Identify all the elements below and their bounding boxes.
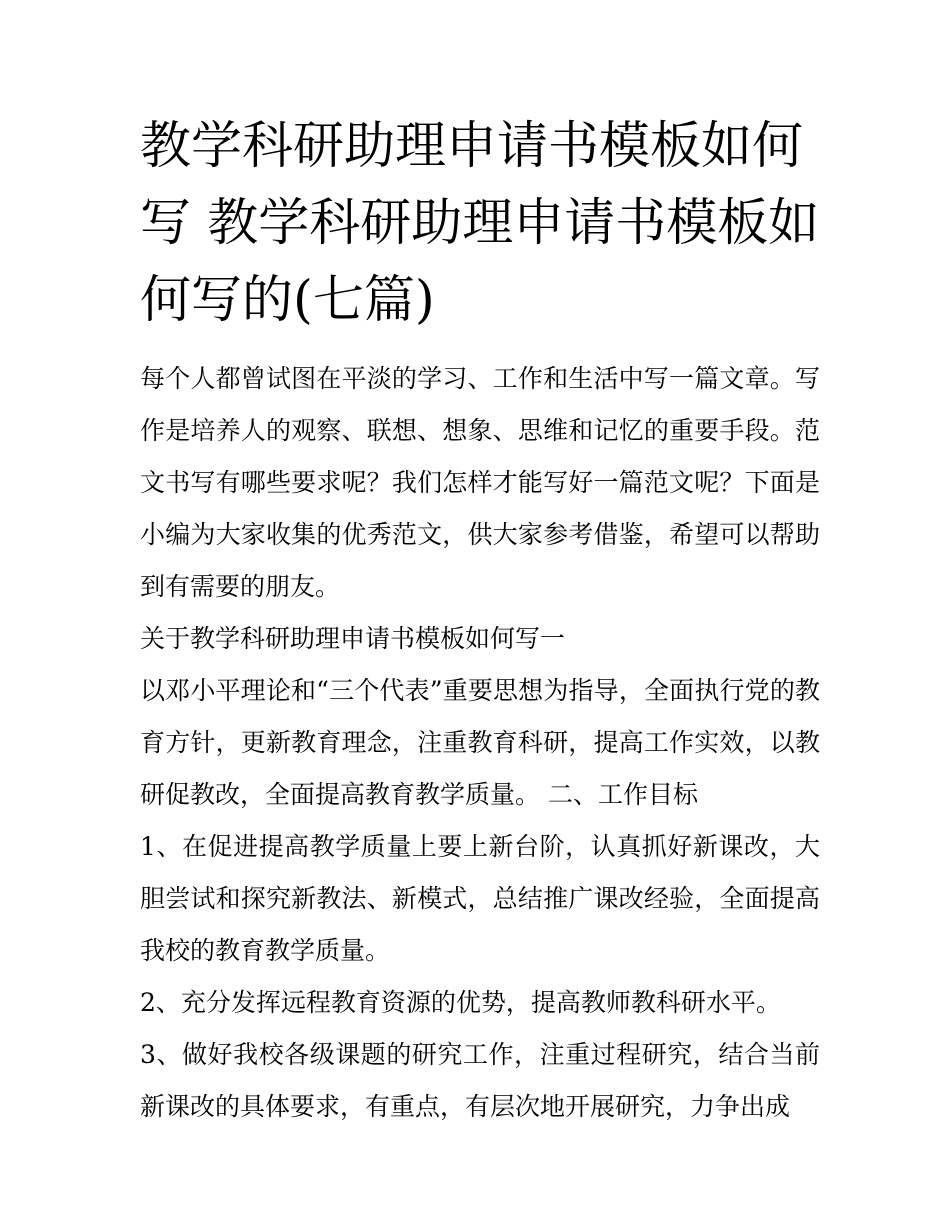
document-body bbox=[140, 108, 820, 1133]
body-paragraph: 1、在促进提高教学质量上要上新台阶，认真抓好新课改，大胆尝试和探究新教法、新模式，总结推广课改经验，全面提高我校的教育教学质量。 bbox=[140, 832, 820, 965]
body-paragraph: 以邓小平理论和“三个代表”重要思想为指导，全面执行党的教育方针，更新教育理念，注重教育科研，提高工作实效，以教研促教改，全面提高教育教学质量。 二、工作目标 bbox=[140, 676, 820, 809]
body-paragraph: 2、充分发挥远程教育资源的优势，提高教师教科研水平。 bbox=[140, 988, 781, 1017]
section-heading: 关于教学科研助理申请书模板如何写一 bbox=[140, 624, 566, 653]
body-paragraph: 3、做好我校各级课题的研究工作，注重过程研究，结合当前新课改的具体要求，有重点，有层次地开展研究，力争出成 bbox=[140, 1040, 820, 1121]
document-title: 教学科研助理申请书模板如何写 教学科研助理申请书模板如何写的(七篇) bbox=[140, 117, 820, 330]
intro-paragraph: 每个人都曾试图在平淡的学习、工作和生活中写一篇文章。写作是培养人的观察、联想、想象、思维和记忆的重要手段。范文书写有哪些要求呢？我们怎样才能写好一篇范文呢？下面是小编为大家收集的优秀范文，供大家参考借鉴，希望可以帮助到有需要的朋友。 bbox=[140, 364, 820, 601]
